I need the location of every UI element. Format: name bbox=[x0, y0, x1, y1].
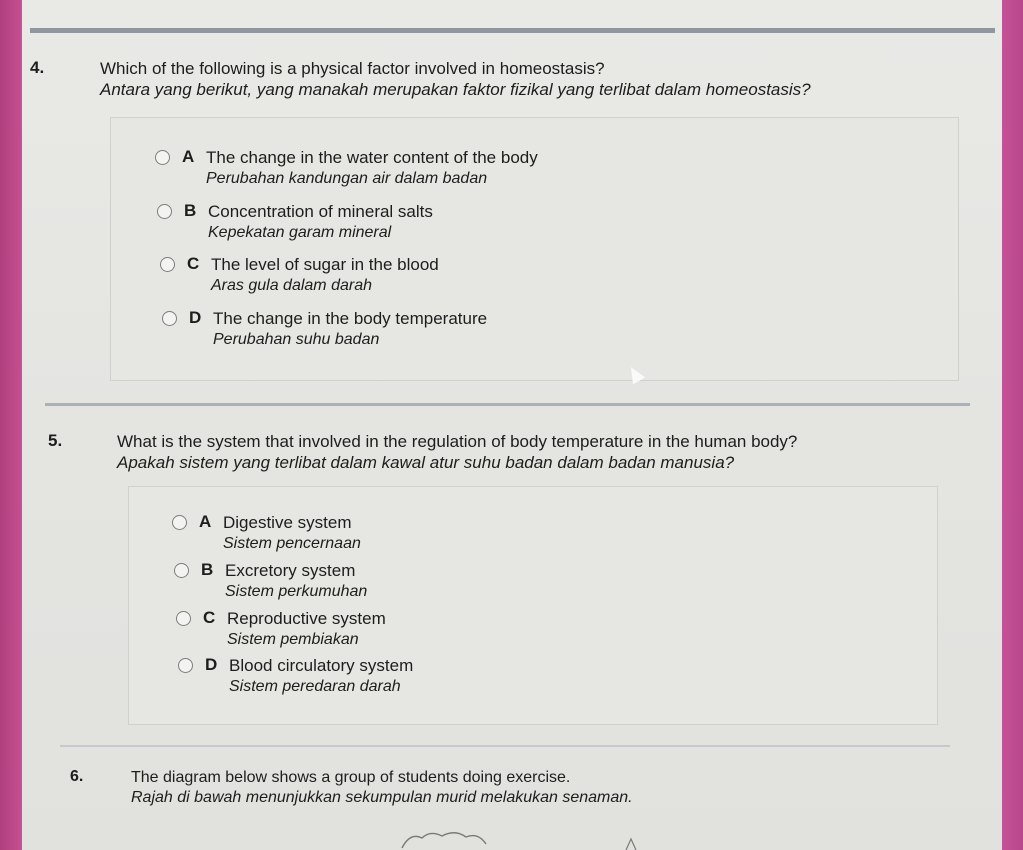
diagram-sketch-icon bbox=[400, 828, 490, 850]
radio-button-icon[interactable] bbox=[160, 257, 175, 272]
question-4-option-a[interactable] bbox=[155, 147, 538, 189]
option-letter: C bbox=[203, 608, 216, 627]
radio-button-icon[interactable] bbox=[178, 658, 193, 673]
option-malay: Sistem peredaran darah bbox=[229, 678, 401, 695]
question-5-text bbox=[117, 431, 797, 473]
question-5-number: 5. bbox=[48, 431, 63, 450]
option-letter: B bbox=[201, 560, 214, 579]
option-malay: Sistem pembiakan bbox=[227, 631, 359, 648]
option-english: Reproductive system bbox=[227, 609, 386, 628]
option-english: Blood circulatory system bbox=[229, 656, 414, 675]
question-4-number: 4. bbox=[30, 58, 45, 77]
option-malay: Sistem pencernaan bbox=[223, 535, 361, 552]
option-english: Concentration of mineral salts bbox=[208, 202, 433, 221]
question-6-text bbox=[131, 768, 633, 808]
question-5-malay: Apakah sistem yang terlibat dalam kawal atur suhu badan dalam badan manusia? bbox=[117, 453, 735, 472]
option-letter: A bbox=[199, 512, 212, 531]
question-4-english: Which of the following is a physical factor involved in homeostasis? bbox=[100, 59, 605, 78]
option-letter: D bbox=[189, 308, 202, 327]
radio-button-icon[interactable] bbox=[162, 311, 177, 326]
option-english: The change in the water content of the body bbox=[206, 148, 538, 167]
radio-button-icon[interactable] bbox=[174, 563, 189, 578]
question-4-malay: Antara yang berikut, yang manakah merupakan faktor fizikal yang terlibat dalam homeostasis? bbox=[100, 80, 811, 99]
radio-button-icon[interactable] bbox=[155, 150, 170, 165]
question-4-option-b[interactable] bbox=[157, 201, 433, 243]
question-5-option-c[interactable] bbox=[176, 608, 386, 650]
question-6-english: The diagram below shows a group of students doing exercise. bbox=[131, 769, 571, 786]
question-5-option-b[interactable] bbox=[174, 560, 367, 602]
option-malay: Perubahan suhu badan bbox=[213, 331, 380, 348]
option-english: The level of sugar in the blood bbox=[211, 255, 439, 274]
option-malay: Perubahan kandungan air dalam badan bbox=[206, 170, 488, 187]
radio-button-icon[interactable] bbox=[176, 611, 191, 626]
option-letter: B bbox=[184, 201, 197, 220]
question-5-english: What is the system that involved in the regulation of body temperature in the human body? bbox=[117, 432, 798, 451]
question-4-option-d[interactable] bbox=[162, 308, 487, 350]
option-english: Digestive system bbox=[223, 513, 352, 532]
question-5-option-d[interactable] bbox=[178, 655, 413, 697]
option-malay: Aras gula dalam darah bbox=[211, 277, 372, 294]
diagram-figure-icon bbox=[624, 836, 638, 850]
option-english: Excretory system bbox=[225, 561, 356, 580]
option-letter: D bbox=[205, 655, 218, 674]
question-divider bbox=[60, 745, 950, 747]
question-divider bbox=[45, 403, 970, 406]
radio-button-icon[interactable] bbox=[157, 204, 172, 219]
question-5-option-a[interactable] bbox=[172, 512, 361, 554]
question-4-option-c[interactable] bbox=[160, 254, 439, 296]
option-letter: C bbox=[187, 254, 200, 273]
question-4-text bbox=[100, 58, 811, 100]
question-6-number: 6. bbox=[70, 768, 84, 785]
radio-button-icon[interactable] bbox=[172, 515, 187, 530]
option-malay: Sistem perkumuhan bbox=[225, 583, 368, 600]
option-english: The change in the body temperature bbox=[213, 309, 488, 328]
question-6-malay: Rajah di bawah menunjukkan sekumpulan murid melakukan senaman. bbox=[131, 789, 633, 806]
option-malay: Kepekatan garam mineral bbox=[208, 224, 392, 241]
option-letter: A bbox=[182, 147, 195, 166]
top-divider bbox=[30, 28, 995, 33]
